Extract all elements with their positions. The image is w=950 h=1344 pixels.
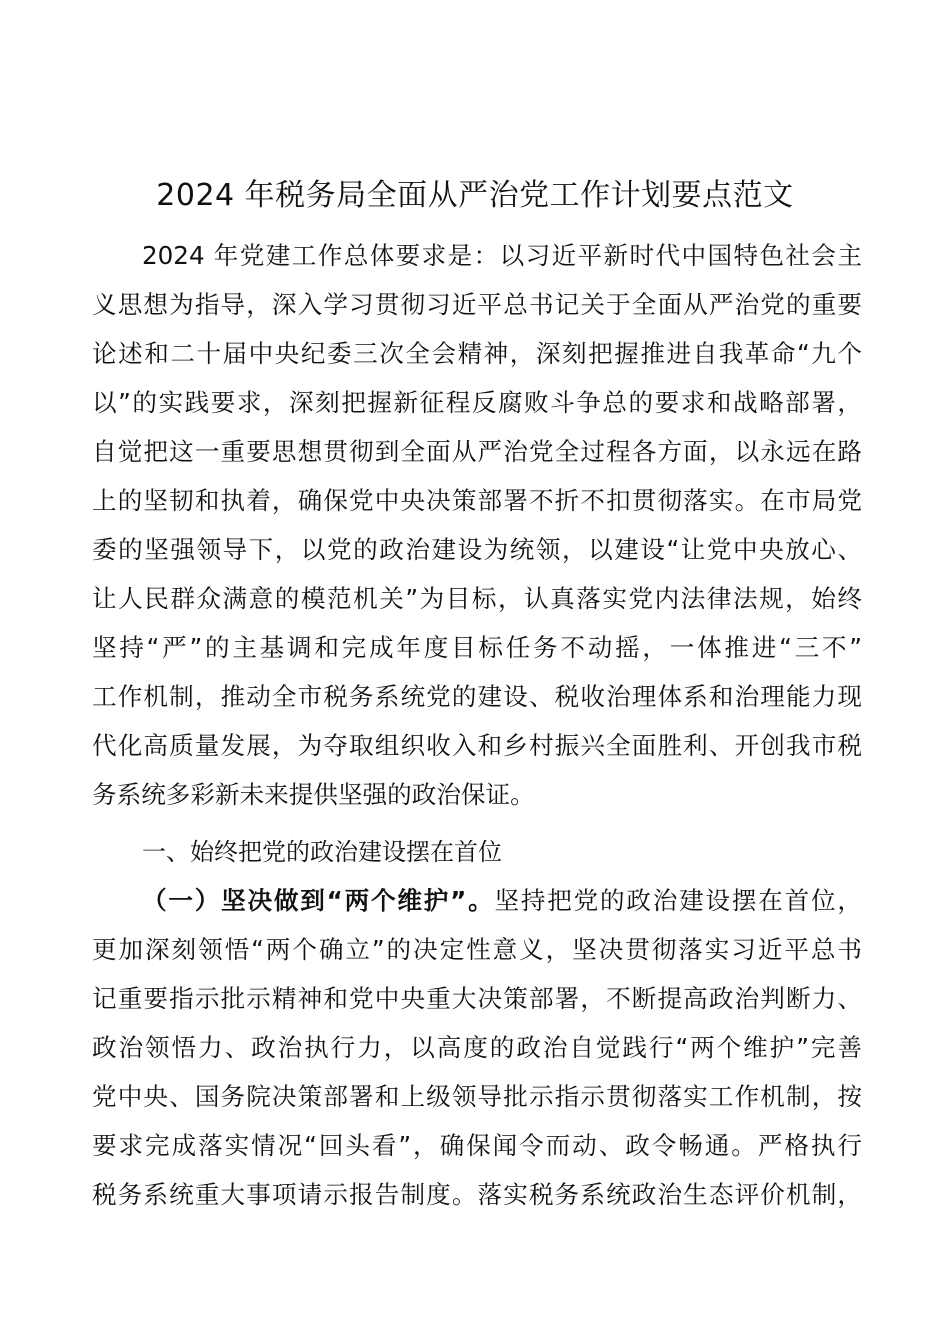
paragraph-line: 上的坚韧和执着，确保党中央决策部署不折不扣贯彻落实。在市局党 [92, 486, 862, 515]
paragraph-line: 以”的实践要求，深刻把握新征程反腐败斗争总的要求和战略部署， [92, 388, 862, 417]
paragraph-line: 税务系统重大事项请示报告制度。落实税务系统政治生态评价机制， [92, 1180, 862, 1209]
subheading-title: （一）坚决做到“两个维护”。 [142, 886, 495, 915]
document-title: 2024 年税务局全面从严治党工作计划要点范文 [156, 178, 794, 213]
paragraph-line: 务系统多彩新未来提供坚强的政治保证。 [92, 780, 535, 809]
paragraph-line: 义思想为指导，深入学习贯彻习近平总书记关于全面从严治党的重要 [92, 290, 862, 319]
paragraph-line: 让人民群众满意的模范机关”为目标，认真落实党内法律法规，始终 [92, 584, 862, 613]
paragraph-line: 要求完成落实情况“回头看”，确保闻令而动、政令畅通。严格执行 [92, 1131, 862, 1160]
paragraph-line: 委的坚强领导下，以党的政治建设为统领，以建设“让党中央放心、 [92, 535, 862, 564]
subheading-line [142, 884, 862, 918]
paragraph-line: 代化高质量发展，为夺取组织收入和乡村振兴全面胜利、开创我市税 [92, 731, 862, 760]
paragraph-line: 坚持“严”的主基调和完成年度目标任务不动摇，一体推进“三不” [92, 633, 862, 662]
paragraph-line: 党中央、国务院决策部署和上级领导批示指示贯彻落实工作机制，按 [92, 1082, 862, 1111]
paragraph-line: 工作机制，推动全市税务系统党的建设、税收治理体系和治理能力现 [92, 682, 862, 711]
paragraph-line: 记重要指示批示精神和党中央重大决策部署，不断提高政治判断力、 [92, 984, 862, 1013]
paragraph-line: 更加深刻领悟“两个确立”的决定性意义，坚决贯彻落实习近平总书 [92, 935, 862, 964]
paragraph-line: 论述和二十届中央纪委三次全会精神，深刻把握推进自我革命“九个 [92, 339, 862, 368]
paragraph-line: 政治领悟力、政治执行力，以高度的政治自觉践行“两个维护”完善 [92, 1033, 862, 1062]
section-heading: 一、始终把党的政治建设摆在首位 [142, 838, 502, 866]
paragraph-line: 自觉把这一重要思想贯彻到全面从严治党全过程各方面，以永远在路 [92, 437, 862, 466]
subheading-text: 坚持把党的政治建设摆在首位， [494, 886, 862, 915]
paragraph-line: 2024 年党建工作总体要求是：以习近平新时代中国特色社会主 [142, 241, 862, 270]
